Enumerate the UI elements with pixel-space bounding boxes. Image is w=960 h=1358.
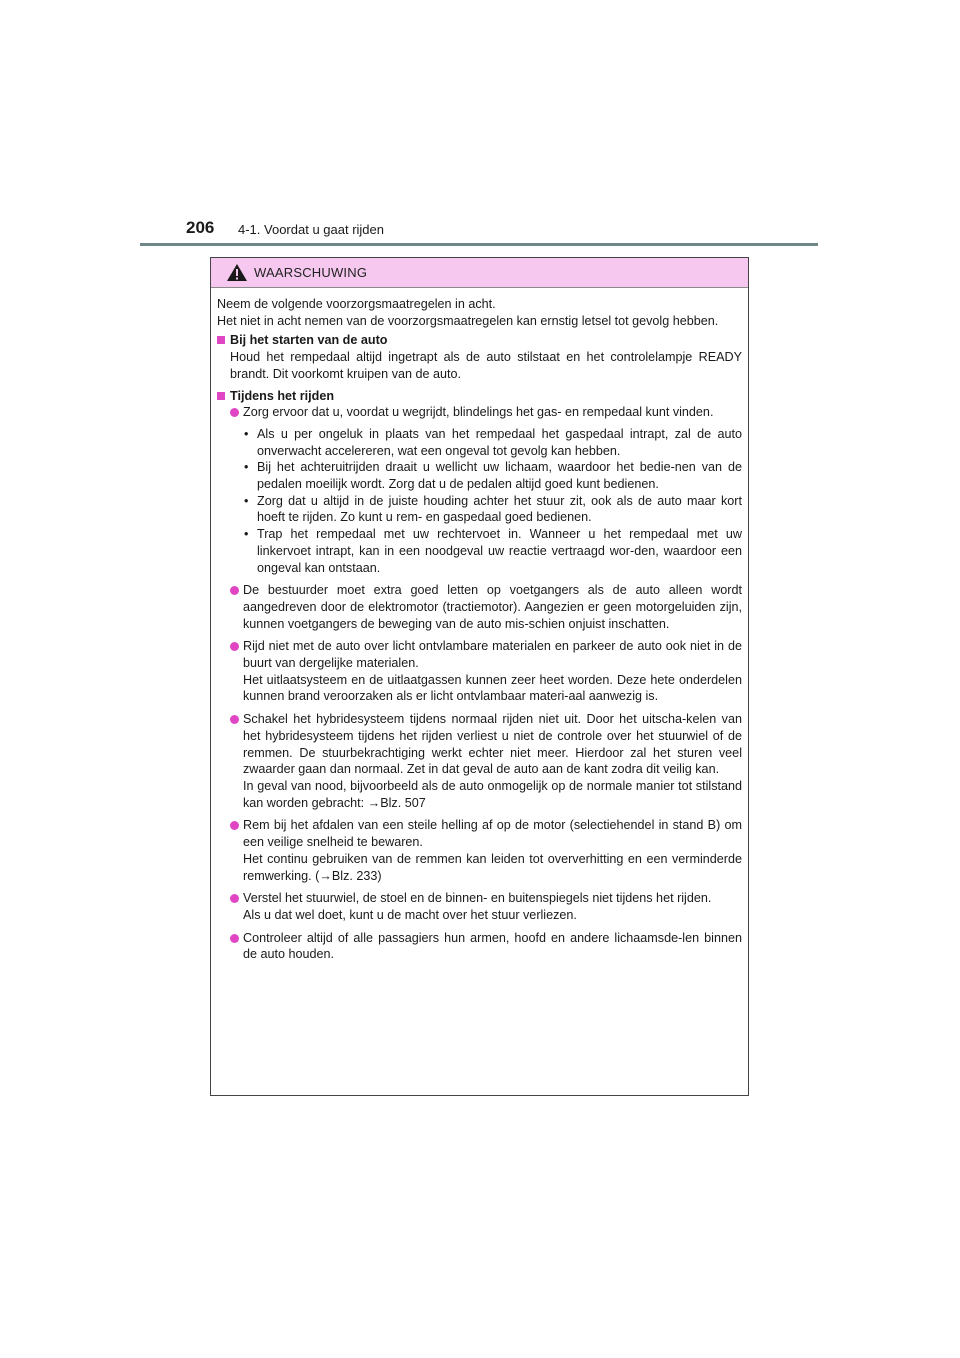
section-heading: Bij het starten van de auto [217, 332, 742, 349]
list-item: Rem bij het afdalen van een steile helling af op de motor (selectiehendel in stand B) om een veilige snelheid te bewaren. Het continu gebruiken van de remmen kan leiden tot oververhitting en een verminderde remwerking. (→Blz. 233) [217, 817, 742, 884]
section-heading: Tijdens het rijden [217, 388, 742, 405]
square-bullet-icon [217, 336, 225, 344]
header-rule [140, 243, 818, 246]
round-bullet-icon [230, 642, 239, 651]
page-header [186, 218, 818, 246]
round-bullet-icon [230, 894, 239, 903]
list-item: Controleer altijd of alle passagiers hun armen, hoofd en andere lichaamsde-len binnen de auto houden. [217, 930, 742, 963]
sub-list-item: • Als u per ongeluk in plaats van het rempedaal het gaspedaal intrapt, zal de auto onverwacht accelereren, wat een ongeval tot gevolg kan hebben. [244, 426, 742, 458]
sub-list-item: • Trap het rempedaal met uw rechtervoet in. Wanneer u het rempedaal met uw linkervoet intrapt, kan in een noodgeval uw reactie vertraagd wor-den, waardoor een ongeval kan ontstaan. [244, 527, 742, 575]
warning-label: WAARSCHUWING [254, 265, 368, 280]
round-bullet-icon [230, 934, 239, 943]
sub-list [243, 426, 742, 576]
warning-header [211, 258, 748, 288]
round-bullet-icon [230, 408, 239, 417]
round-bullet-icon [230, 821, 239, 830]
list-item: Zorg ervoor dat u, voordat u wegrijdt, blindelings het gas- en rempedaal kunt vinden. • Als u per ongeluk in plaats van het rempedaal het gaspedaal intrapt, zal de auto onverwacht accelereren, wat een ongeval tot gevolg kan hebben. • Bij het achteruitrijden draait u wellicht uw lichaam, waardoor het bedie-nen van de pedalen moeilijk wordt. Zorg dat u de pedalen altijd goed kunt bedienen. • Zorg dat u altijd in de juiste houding achter het stuur zit, ook als de auto maar kort hoeft te rijden. Zo kunt u rem- en gaspedaal goed bedienen. • Trap het rempedaal met uw rechtervoet in. Wanneer u het rempedaal met uw linkervoet intrapt, kan in een noodgeval uw reactie vertraagd wor-den, waardoor een ongeval kan ontstaan. [217, 404, 742, 576]
list-item: De bestuurder moet extra goed letten op voetgangers als de auto alleen wordt aangedreven door de elektromotor (tractiemotor). Aangezien er geen motorgeluiden zijn, kunnen voetgangers de beweging van de auto mis-schien onjuist inschatten. [217, 582, 742, 632]
warning-triangle-icon [226, 263, 248, 282]
intro-line: Het niet in acht nemen van de voorzorgsmaatregelen kan ernstig letsel tot gevolg hebben. [217, 313, 719, 328]
round-bullet-icon [230, 586, 239, 595]
list-item: Verstel het stuurwiel, de stoel en de binnen- en buitenspiegels niet tijdens het rijden. Als u dat wel doet, kunt u de macht over het stuur verliezen. [217, 890, 742, 923]
sub-list-item: • Zorg dat u altijd in de juiste houding achter het stuur zit, ook als de auto maar kort hoeft te rijden. Zo kunt u rem- en gaspedaal goed bedienen. [244, 493, 742, 525]
round-bullet-icon [230, 715, 239, 724]
list-item: Schakel het hybridesysteem tijdens normaal rijden niet uit. Door het uitscha-kelen van het hybridesysteem tijdens het rijden verliest u niet de controle over het stuurwiel of de remmen. De stuurbekrachtiging werkt echter niet meer. Hierdoor zal het sturen veel zwaarder gaan dan normaal. Zet in dat geval de auto aan de kant zodra dit veilig kan. In geval van nood, bijvoorbeeld als de auto onmogelijk op de normale manier tot stilstand kan worden gebracht: →Blz. 507 [217, 711, 742, 811]
intro-line: Neem de volgende voorzorgsmaatregelen in acht. [217, 297, 496, 311]
section-text: Houd het rempedaal altijd ingetrapt als de auto stilstaat en het controlelampje READY brandt. Dit voorkomt kruipen van de auto. [230, 350, 742, 381]
warning-body [211, 288, 748, 963]
sub-list-item: • Bij het achteruitrijden draait u wellicht uw lichaam, waardoor het bedie-nen van de pedalen moeilijk wordt. Zorg dat u de pedalen altijd goed kunt bedienen. [244, 460, 742, 492]
warning-box [210, 257, 749, 1096]
list-item: Rijd niet met de auto over licht ontvlambare materialen en parkeer de auto ook niet in de buurt van dergelijke materialen. Het uitlaatsysteem en de uitlaatgassen kunnen zeer heet worden. Deze hete onderdelen kunnen brand veroorzaken als er licht ontvlambaar materi-aal aanwezig is. [217, 638, 742, 705]
page-number: 206 [186, 218, 215, 237]
square-bullet-icon [217, 392, 225, 400]
section-title: 4-1. Voordat u gaat rijden [238, 222, 384, 237]
